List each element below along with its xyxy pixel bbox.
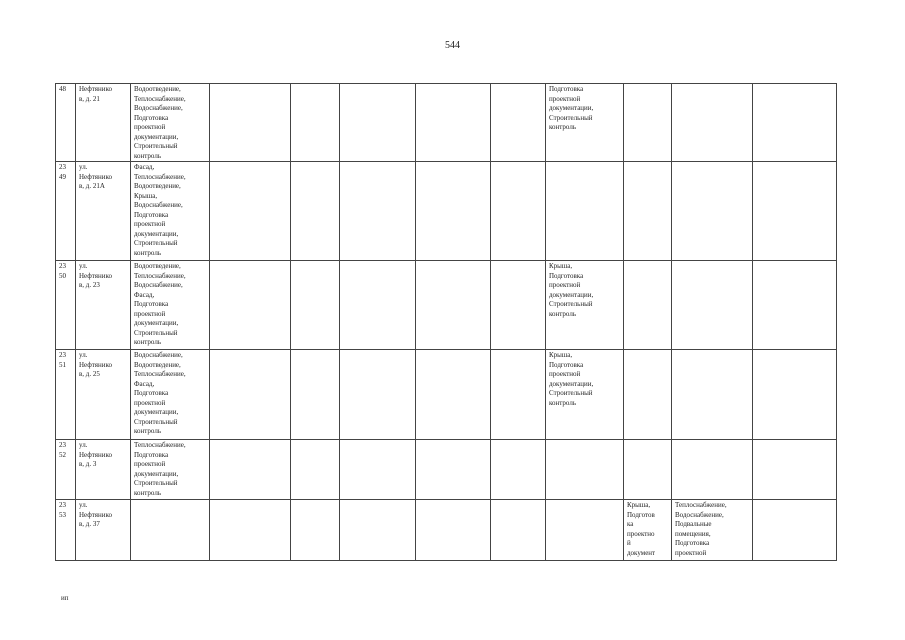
works-cell bbox=[672, 350, 753, 440]
empty-cell bbox=[491, 500, 546, 561]
works-cell: Фасад, Теплоснабжение, Водоотведение, Крыша, Водоснабжение, Подготовка проектной документации, Строительный контроль bbox=[131, 162, 210, 261]
works-cell bbox=[546, 162, 624, 261]
empty-cell bbox=[291, 440, 340, 500]
address-cell: Нефтянико в, д. 21 bbox=[76, 84, 131, 162]
empty-cell bbox=[753, 162, 837, 261]
works-cell bbox=[131, 500, 210, 561]
address-cell: ул. Нефтянико в, д. 21А bbox=[76, 162, 131, 261]
empty-cell bbox=[291, 350, 340, 440]
works-cell bbox=[624, 440, 672, 500]
row-number: 48 bbox=[56, 84, 76, 162]
row-number: 23 52 bbox=[56, 440, 76, 500]
empty-cell bbox=[416, 500, 491, 561]
empty-cell bbox=[753, 261, 837, 350]
empty-cell bbox=[753, 440, 837, 500]
works-cell bbox=[624, 84, 672, 162]
empty-cell bbox=[340, 84, 416, 162]
works-cell bbox=[672, 84, 753, 162]
empty-cell bbox=[416, 350, 491, 440]
empty-cell bbox=[210, 500, 291, 561]
works-cell bbox=[624, 261, 672, 350]
address-cell: ул. Нефтянико в, д. 3 bbox=[76, 440, 131, 500]
address-cell: ул. Нефтянико в, д. 23 bbox=[76, 261, 131, 350]
empty-cell bbox=[291, 162, 340, 261]
empty-cell bbox=[340, 500, 416, 561]
works-cell: Теплоснабжение, Водоснабжение, Подвальные помещения, Подготовка проектной bbox=[672, 500, 753, 561]
empty-cell bbox=[340, 440, 416, 500]
footer-mark: ип bbox=[61, 594, 69, 602]
works-cell: Водоснабжение, Водоотведение, Теплоснабжение, Фасад, Подготовка проектной документации, Строительный контроль bbox=[131, 350, 210, 440]
repair-schedule-table bbox=[55, 83, 837, 561]
works-cell: Крыша, Подготовка проектной документации, Строительный контроль bbox=[546, 350, 624, 440]
empty-cell bbox=[340, 350, 416, 440]
address-cell: ул. Нефтянико в, д. 37 bbox=[76, 500, 131, 561]
empty-cell bbox=[340, 261, 416, 350]
empty-cell bbox=[340, 162, 416, 261]
works-cell bbox=[624, 162, 672, 261]
empty-cell bbox=[210, 440, 291, 500]
empty-cell bbox=[210, 261, 291, 350]
page-number: 544 bbox=[445, 40, 460, 51]
works-cell bbox=[624, 350, 672, 440]
address-cell: ул. Нефтянико в, д. 25 bbox=[76, 350, 131, 440]
empty-cell bbox=[416, 162, 491, 261]
empty-cell bbox=[416, 84, 491, 162]
row-number: 23 50 bbox=[56, 261, 76, 350]
table-row bbox=[56, 350, 837, 440]
empty-cell bbox=[291, 261, 340, 350]
empty-cell bbox=[210, 350, 291, 440]
empty-cell bbox=[491, 162, 546, 261]
works-cell bbox=[672, 261, 753, 350]
empty-cell bbox=[753, 500, 837, 561]
works-cell: Крыша, Подготовка проектной документации, Строительный контроль bbox=[546, 261, 624, 350]
empty-cell bbox=[753, 84, 837, 162]
empty-cell bbox=[491, 440, 546, 500]
works-cell: Подготовка проектной документации, Строительный контроль bbox=[546, 84, 624, 162]
row-number: 23 51 bbox=[56, 350, 76, 440]
empty-cell bbox=[491, 84, 546, 162]
empty-cell bbox=[491, 261, 546, 350]
empty-cell bbox=[416, 440, 491, 500]
table-row bbox=[56, 440, 837, 500]
table-row bbox=[56, 500, 837, 561]
works-cell: Крыша, Подготов ка проектно й документ bbox=[624, 500, 672, 561]
works-cell: Теплоснабжение, Подготовка проектной документации, Строительный контроль bbox=[131, 440, 210, 500]
works-cell: Водоотведение, Теплоснабжение, Водоснабжение, Фасад, Подготовка проектной документации, Строительный контроль bbox=[131, 261, 210, 350]
works-cell: Водоотведение, Теплоснабжение, Водоснабжение, Подготовка проектной документации, Строительный контроль bbox=[131, 84, 210, 162]
empty-cell bbox=[416, 261, 491, 350]
table-row bbox=[56, 261, 837, 350]
works-cell bbox=[672, 440, 753, 500]
table-row bbox=[56, 84, 837, 162]
empty-cell bbox=[291, 500, 340, 561]
empty-cell bbox=[210, 84, 291, 162]
table-row bbox=[56, 162, 837, 261]
works-cell bbox=[546, 440, 624, 500]
empty-cell bbox=[753, 350, 837, 440]
works-cell bbox=[546, 500, 624, 561]
row-number: 23 49 bbox=[56, 162, 76, 261]
works-cell bbox=[672, 162, 753, 261]
empty-cell bbox=[291, 84, 340, 162]
empty-cell bbox=[491, 350, 546, 440]
row-number: 23 53 bbox=[56, 500, 76, 561]
empty-cell bbox=[210, 162, 291, 261]
